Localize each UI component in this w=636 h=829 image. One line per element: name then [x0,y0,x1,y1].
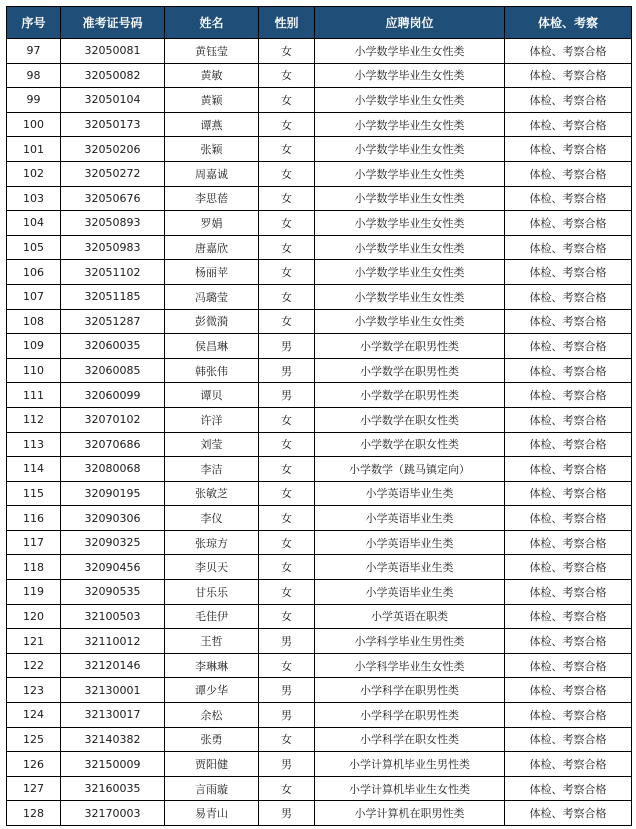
cell-result: 体检、考察合格 [505,358,632,383]
cell-serial: 120 [7,604,61,629]
cell-serial: 128 [7,801,61,826]
table-header [7,7,632,39]
cell-position: 小学科学在职男性类 [315,703,505,728]
cell-gender: 男 [259,703,315,728]
cell-name: 李洁 [165,457,259,482]
cell-gender: 女 [259,776,315,801]
cell-serial: 97 [7,39,61,64]
cell-exam-number: 32090535 [61,580,165,605]
cell-result: 体检、考察合格 [505,186,632,211]
cell-position: 小学数学毕业生女性类 [315,260,505,285]
cell-name: 罗娟 [165,211,259,236]
cell-serial: 125 [7,727,61,752]
cell-gender: 女 [259,580,315,605]
cell-position: 小学数学毕业生女性类 [315,88,505,113]
cell-serial: 107 [7,284,61,309]
cell-name: 毛佳伊 [165,604,259,629]
cell-gender: 女 [259,137,315,162]
cell-position: 小学数学在职女性类 [315,432,505,457]
cell-result: 体检、考察合格 [505,801,632,826]
cell-name: 许洋 [165,407,259,432]
cell-position: 小学科学毕业生男性类 [315,629,505,654]
cell-serial: 121 [7,629,61,654]
cell-gender: 女 [259,727,315,752]
cell-result: 体检、考察合格 [505,235,632,260]
cell-exam-number: 32150009 [61,752,165,777]
table-row [7,580,632,605]
cell-result: 体检、考察合格 [505,432,632,457]
cell-serial: 112 [7,407,61,432]
cell-name: 冯璐莹 [165,284,259,309]
cell-name: 谭少华 [165,678,259,703]
results-table-container [6,6,631,826]
cell-position: 小学数学毕业生女性类 [315,112,505,137]
cell-position: 小学数学在职女性类 [315,407,505,432]
cell-serial: 100 [7,112,61,137]
cell-position: 小学数学毕业生女性类 [315,39,505,64]
cell-gender: 男 [259,334,315,359]
cell-position: 小学数学毕业生女性类 [315,186,505,211]
table-row [7,481,632,506]
cell-position: 小学英语毕业生类 [315,580,505,605]
cell-gender: 女 [259,112,315,137]
cell-name: 言雨璇 [165,776,259,801]
cell-name: 张敏芝 [165,481,259,506]
cell-gender: 女 [259,309,315,334]
cell-result: 体检、考察合格 [505,653,632,678]
cell-result: 体检、考察合格 [505,457,632,482]
cell-name: 黄颖 [165,88,259,113]
cell-result: 体检、考察合格 [505,284,632,309]
cell-position: 小学计算机毕业生男性类 [315,752,505,777]
cell-serial: 126 [7,752,61,777]
table-row [7,88,632,113]
cell-result: 体检、考察合格 [505,506,632,531]
cell-name: 李思蓓 [165,186,259,211]
cell-exam-number: 32080068 [61,457,165,482]
cell-exam-number: 32060099 [61,383,165,408]
table-row [7,407,632,432]
cell-position: 小学数学在职男性类 [315,358,505,383]
cell-result: 体检、考察合格 [505,678,632,703]
table-row [7,776,632,801]
cell-result: 体检、考察合格 [505,629,632,654]
cell-exam-number: 32070686 [61,432,165,457]
cell-serial: 98 [7,63,61,88]
cell-gender: 女 [259,260,315,285]
cell-result: 体检、考察合格 [505,481,632,506]
cell-gender: 男 [259,383,315,408]
cell-name: 周嘉诚 [165,161,259,186]
cell-gender: 女 [259,63,315,88]
table-row [7,358,632,383]
cell-exam-number: 32130017 [61,703,165,728]
cell-gender: 女 [259,88,315,113]
cell-position: 小学科学在职女性类 [315,727,505,752]
cell-exam-number: 32070102 [61,407,165,432]
cell-gender: 女 [259,653,315,678]
cell-name: 余松 [165,703,259,728]
header-serial: 序号 [7,7,61,39]
cell-position: 小学英语毕业生类 [315,555,505,580]
cell-serial: 114 [7,457,61,482]
cell-exam-number: 32110012 [61,629,165,654]
table-row [7,703,632,728]
cell-serial: 115 [7,481,61,506]
table-row [7,629,632,654]
cell-name: 李贝天 [165,555,259,580]
cell-result: 体检、考察合格 [505,727,632,752]
table-row [7,457,632,482]
cell-serial: 117 [7,530,61,555]
cell-gender: 男 [259,629,315,654]
cell-result: 体检、考察合格 [505,407,632,432]
cell-result: 体检、考察合格 [505,39,632,64]
results-table [6,6,632,826]
cell-name: 贾阳健 [165,752,259,777]
cell-exam-number: 32090195 [61,481,165,506]
cell-gender: 女 [259,555,315,580]
cell-name: 唐嘉欣 [165,235,259,260]
table-row [7,63,632,88]
cell-serial: 113 [7,432,61,457]
cell-exam-number: 32050893 [61,211,165,236]
cell-gender: 女 [259,457,315,482]
cell-serial: 106 [7,260,61,285]
cell-name: 韩张伟 [165,358,259,383]
cell-exam-number: 32140382 [61,727,165,752]
header-position: 应聘岗位 [315,7,505,39]
table-row [7,137,632,162]
cell-position: 小学数学毕业生女性类 [315,137,505,162]
cell-name: 张琼方 [165,530,259,555]
table-row [7,284,632,309]
cell-gender: 女 [259,211,315,236]
cell-serial: 119 [7,580,61,605]
cell-exam-number: 32100503 [61,604,165,629]
cell-exam-number: 32060035 [61,334,165,359]
cell-name: 黄敏 [165,63,259,88]
cell-serial: 102 [7,161,61,186]
cell-serial: 108 [7,309,61,334]
cell-position: 小学英语毕业生类 [315,506,505,531]
cell-gender: 女 [259,481,315,506]
table-row [7,530,632,555]
cell-name: 甘乐乐 [165,580,259,605]
table-row [7,555,632,580]
table-row [7,112,632,137]
cell-serial: 109 [7,334,61,359]
cell-result: 体检、考察合格 [505,604,632,629]
cell-gender: 女 [259,407,315,432]
table-row [7,506,632,531]
cell-position: 小学数学毕业生女性类 [315,235,505,260]
cell-exam-number: 32090456 [61,555,165,580]
cell-position: 小学数学毕业生女性类 [315,211,505,236]
cell-name: 刘莹 [165,432,259,457]
cell-result: 体检、考察合格 [505,309,632,334]
cell-name: 彭微漪 [165,309,259,334]
cell-gender: 女 [259,506,315,531]
cell-gender: 女 [259,530,315,555]
cell-result: 体检、考察合格 [505,530,632,555]
table-row [7,752,632,777]
cell-exam-number: 32050983 [61,235,165,260]
table-row [7,39,632,64]
cell-serial: 101 [7,137,61,162]
cell-name: 易青山 [165,801,259,826]
cell-serial: 122 [7,653,61,678]
cell-serial: 124 [7,703,61,728]
cell-name: 李琳琳 [165,653,259,678]
table-row [7,604,632,629]
table-row [7,211,632,236]
cell-name: 侯昌琳 [165,334,259,359]
cell-result: 体检、考察合格 [505,161,632,186]
cell-name: 黄钰莹 [165,39,259,64]
cell-name: 张颖 [165,137,259,162]
cell-result: 体检、考察合格 [505,580,632,605]
cell-gender: 女 [259,235,315,260]
header-exam-number: 准考证号码 [61,7,165,39]
cell-exam-number: 32090306 [61,506,165,531]
cell-result: 体检、考察合格 [505,88,632,113]
cell-exam-number: 32051102 [61,260,165,285]
cell-exam-number: 32120146 [61,653,165,678]
cell-gender: 男 [259,801,315,826]
cell-gender: 男 [259,358,315,383]
cell-gender: 男 [259,678,315,703]
cell-gender: 女 [259,432,315,457]
cell-result: 体检、考察合格 [505,703,632,728]
table-row [7,235,632,260]
cell-position: 小学数学毕业生女性类 [315,284,505,309]
header-gender: 性别 [259,7,315,39]
cell-exam-number: 32170003 [61,801,165,826]
cell-exam-number: 32051185 [61,284,165,309]
cell-result: 体检、考察合格 [505,383,632,408]
cell-serial: 111 [7,383,61,408]
cell-serial: 99 [7,88,61,113]
cell-serial: 105 [7,235,61,260]
cell-name: 张勇 [165,727,259,752]
cell-result: 体检、考察合格 [505,260,632,285]
cell-position: 小学计算机在职男性类 [315,801,505,826]
table-row [7,653,632,678]
table-row [7,432,632,457]
cell-exam-number: 32050081 [61,39,165,64]
cell-name: 王哲 [165,629,259,654]
cell-result: 体检、考察合格 [505,555,632,580]
table-row [7,383,632,408]
cell-position: 小学数学在职男性类 [315,334,505,359]
cell-position: 小学英语在职类 [315,604,505,629]
cell-exam-number: 32050173 [61,112,165,137]
cell-gender: 男 [259,752,315,777]
table-row [7,727,632,752]
header-row [7,7,632,39]
cell-result: 体检、考察合格 [505,211,632,236]
cell-name: 李仪 [165,506,259,531]
cell-gender: 女 [259,604,315,629]
header-name: 姓名 [165,7,259,39]
cell-name: 谭贝 [165,383,259,408]
cell-serial: 104 [7,211,61,236]
cell-result: 体检、考察合格 [505,112,632,137]
cell-serial: 103 [7,186,61,211]
cell-serial: 116 [7,506,61,531]
cell-exam-number: 32051287 [61,309,165,334]
cell-position: 小学数学（跳马镇定向） [315,457,505,482]
cell-gender: 女 [259,39,315,64]
cell-exam-number: 32090325 [61,530,165,555]
cell-position: 小学科学在职男性类 [315,678,505,703]
cell-exam-number: 32050206 [61,137,165,162]
cell-gender: 女 [259,186,315,211]
cell-position: 小学数学毕业生女性类 [315,309,505,334]
cell-result: 体检、考察合格 [505,137,632,162]
cell-exam-number: 32050676 [61,186,165,211]
cell-gender: 女 [259,284,315,309]
table-row [7,309,632,334]
cell-serial: 110 [7,358,61,383]
cell-position: 小学数学毕业生女性类 [315,63,505,88]
cell-result: 体检、考察合格 [505,776,632,801]
cell-exam-number: 32130001 [61,678,165,703]
cell-exam-number: 32060085 [61,358,165,383]
cell-exam-number: 32050082 [61,63,165,88]
table-row [7,801,632,826]
cell-name: 杨丽苹 [165,260,259,285]
cell-position: 小学英语毕业生类 [315,481,505,506]
cell-name: 谭燕 [165,112,259,137]
table-body [7,39,632,826]
table-row [7,186,632,211]
cell-serial: 118 [7,555,61,580]
cell-position: 小学科学毕业生女性类 [315,653,505,678]
cell-position: 小学数学毕业生女性类 [315,161,505,186]
cell-result: 体检、考察合格 [505,334,632,359]
cell-serial: 123 [7,678,61,703]
cell-position: 小学英语毕业生类 [315,530,505,555]
cell-result: 体检、考察合格 [505,752,632,777]
cell-serial: 127 [7,776,61,801]
cell-position: 小学数学在职男性类 [315,383,505,408]
table-row [7,678,632,703]
table-row [7,334,632,359]
cell-exam-number: 32160035 [61,776,165,801]
cell-gender: 女 [259,161,315,186]
table-row [7,161,632,186]
cell-result: 体检、考察合格 [505,63,632,88]
cell-position: 小学计算机毕业生女性类 [315,776,505,801]
table-row [7,260,632,285]
cell-exam-number: 32050272 [61,161,165,186]
cell-exam-number: 32050104 [61,88,165,113]
header-result: 体检、考察 [505,7,632,39]
